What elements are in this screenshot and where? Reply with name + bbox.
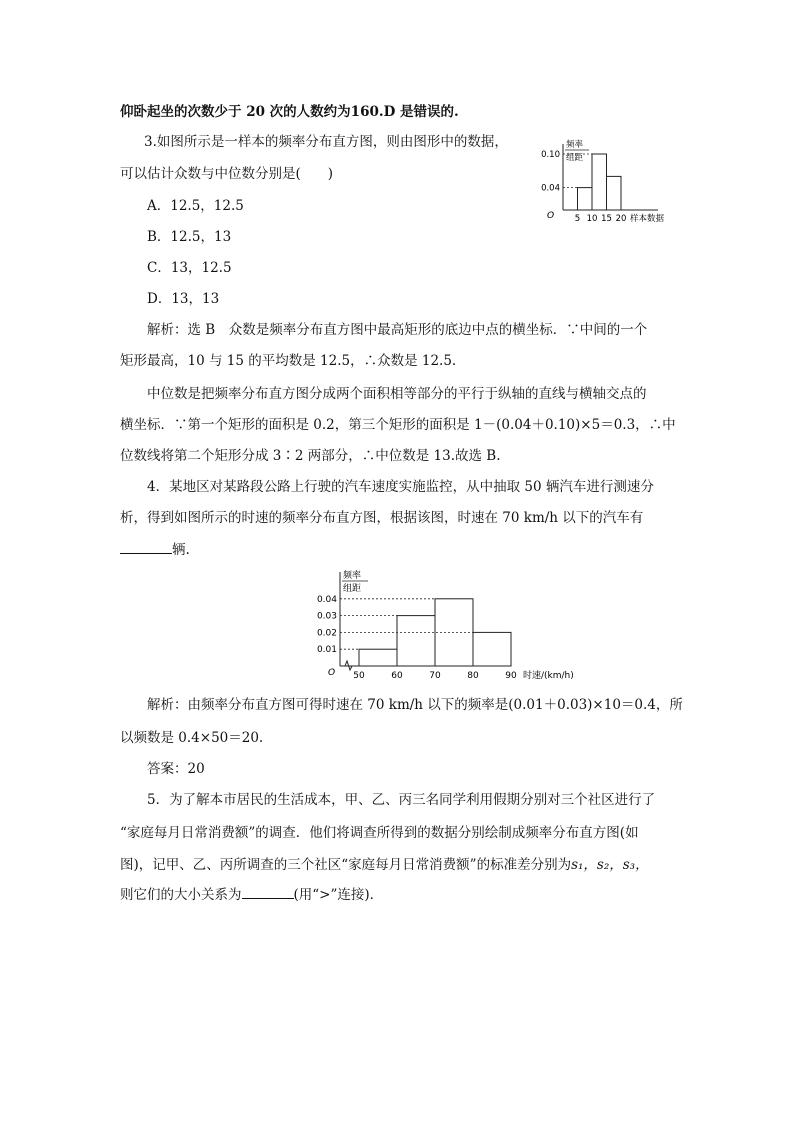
- question-3-text: 可以估计众数与中位数分别是( ): [120, 166, 334, 182]
- x-tick-label: 5: [574, 214, 581, 224]
- y-axis-label-bottom: 组距: [566, 153, 584, 163]
- histogram-bar: [473, 632, 511, 666]
- y-tick-label: 0.10: [541, 150, 560, 160]
- question-5-text: [120, 856, 649, 874]
- question-5-text: 5．为了解本市居民的生活成本，甲、乙、丙三名同学利用假期分别对三个社区进行了: [147, 792, 656, 808]
- y-axis-label-top: 频率: [566, 140, 584, 150]
- question-4-text: 析，得到如图所示的时速的频率分布直方图，根据该图，时速在 70 km/h 以下的汽车有: [120, 510, 644, 526]
- x-tick-label: 50: [353, 671, 365, 681]
- question-5-variables: s₁，s₂，s₃，: [571, 857, 649, 873]
- answer-blank: [242, 898, 294, 899]
- solution-text: 解析：由频率分布直方图可得时速在 70 km/h 以下的频率是(0.01＋0.03)×10＝0.4，所: [147, 697, 683, 713]
- x-tick-label: 80: [467, 671, 479, 681]
- x-tick-label: 70: [429, 671, 441, 681]
- text-line: 仰卧起坐的次数少于 20 次的人数约为160.D 是错误的.: [120, 104, 459, 120]
- x-axis-label: 时速/(km/h): [523, 671, 574, 681]
- question-4-text: 4．某地区对某路段公路上行驶的汽车速度实施监控，从中抽取 50 辆汽车进行测速分: [147, 479, 654, 495]
- histogram-chart-2: [310, 566, 574, 686]
- question-4-suffix: 辆.: [172, 542, 190, 558]
- y-tick-label: 0.01: [316, 645, 337, 656]
- answer-blank: [120, 553, 172, 554]
- question-5-fragment: 则它们的大小关系为: [120, 887, 242, 903]
- question-5-fragment: (用“>”连接)．: [293, 887, 384, 903]
- origin-label: O: [328, 668, 336, 678]
- histogram-chart-1: [530, 136, 710, 231]
- histogram-bar: [578, 188, 593, 210]
- x-tick-label: 60: [391, 671, 403, 681]
- x-tick-label: 20: [615, 214, 627, 224]
- x-axis-label: 样本数据: [630, 214, 665, 224]
- histogram-bar: [397, 616, 435, 666]
- solution-text: 横坐标．∵第一个矩形的面积是 0.2，第三个矩形的面积是 1－(0.04＋0.10)×5＝0.3，∴中: [120, 417, 676, 433]
- option-a: A．12.5，12.5: [147, 198, 244, 214]
- histogram-bar: [359, 649, 397, 666]
- solution-text: 矩形最高，10 与 15 的平均数是 12.5，∴众数是 12.5.: [120, 353, 457, 369]
- option-c: C．13，12.5: [147, 260, 232, 276]
- question-5-text: [120, 886, 383, 904]
- question-5-text: “家庭每月日常消费额”的调查．他们将调查所得到的数据分别绘制成频率分布直方图(如: [120, 825, 639, 841]
- y-tick-label: 0.04: [316, 594, 337, 605]
- solution-text: 中位数是把频率分布直方图分成两个面积相等部分的平行于纵轴的直线与横轴交点的: [147, 386, 647, 402]
- option-b: B．12.5，13: [147, 229, 232, 245]
- option-d: D．13，13: [147, 291, 220, 307]
- question-5-fragment: 图)，记甲、乙、丙所调查的三个社区“家庭每月日常消费额”的标准差分别为: [120, 857, 572, 873]
- origin-label: O: [547, 211, 555, 221]
- y-tick-label: 0.02: [316, 628, 337, 639]
- histogram-bar: [607, 176, 622, 210]
- histogram-bar: [592, 154, 607, 210]
- y-tick-label: 0.03: [316, 611, 337, 622]
- solution-text: 位数线将第二个矩形分成 3∶2 两部分，∴中位数是 13.故选 B.: [120, 448, 501, 464]
- answer-text: 答案：20: [147, 761, 205, 777]
- y-tick-label: 0.04: [541, 183, 560, 194]
- question-4-text: [120, 541, 190, 559]
- solution-text: 以频数是 0.4×50＝20.: [120, 730, 264, 746]
- solution-text: 解析：选 B 众数是频率分布直方图中最高矩形的底边中点的横坐标．∵中间的一个: [147, 322, 648, 338]
- y-axis-label-top: 频率: [343, 571, 362, 581]
- x-tick-label: 90: [505, 671, 517, 681]
- x-tick-label: 10: [586, 214, 598, 224]
- question-3-text: 3.如图所示是一样本的频率分布直方图，则由图形中的数据，: [144, 134, 508, 150]
- x-tick-label: 15: [601, 214, 612, 224]
- y-axis-label-bottom: 组距: [343, 584, 362, 594]
